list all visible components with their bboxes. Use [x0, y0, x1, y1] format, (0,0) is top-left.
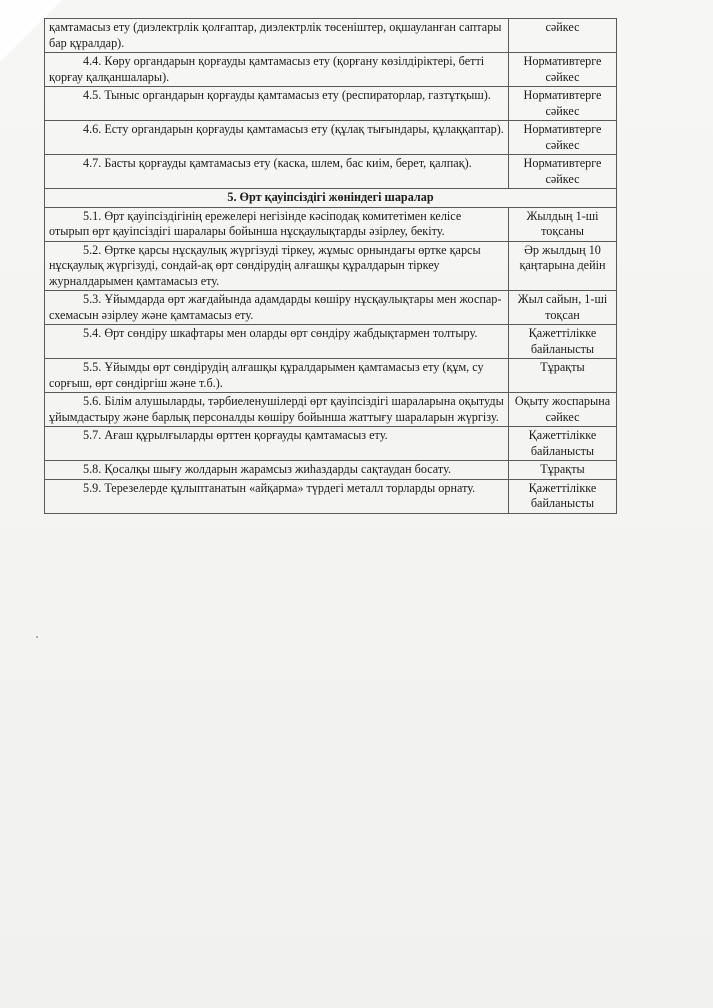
measure-term: Нормативтерге сәйкес — [509, 155, 617, 189]
measure-description: 5.2. Өртке қарсы нұсқаулық жүргізуді тіркеу, жұмыс орнындағы өртке қарсы нұсқаулық жүргізуді, сондай-ақ өрт сөндірудің алғашқы құралдарын тіркеу журналдарымен қамтамасыз ету. — [45, 241, 509, 291]
measure-term: Нормативтерге сәйкес — [509, 87, 617, 121]
measure-term: сәйкес — [509, 19, 617, 53]
table-row — [45, 427, 617, 461]
measure-description: 4.4. Көру органдарын қорғауды қамтамасыз ету (қорғану көзілдіріктері, бетті қорғау қалқаншалары). — [45, 53, 509, 87]
measure-term: Нормативтерге сәйкес — [509, 53, 617, 87]
table-row — [45, 241, 617, 291]
measure-term: Жылдың 1-ші тоқсаны — [509, 207, 617, 241]
section-header-row — [45, 189, 617, 208]
table-row — [45, 479, 617, 513]
section-title: 5. Өрт қауіпсіздігі жөніндегі шаралар — [45, 189, 617, 208]
measure-description: 4.6. Есту органдарын қорғауды қамтамасыз ету (құлақ тығындары, құлаққаптар). — [45, 121, 509, 155]
measure-description: 5.4. Өрт сөндіру шкафтары мен оларды өрт сөндіру жабдықтармен толтыру. — [45, 325, 509, 359]
measure-term: Әр жылдың 10 қаңтарына дейін — [509, 241, 617, 291]
measure-description: 5.8. Қосалқы шығу жолдарын жарамсыз жиһаздарды сақтаудан босату. — [45, 461, 509, 480]
table-row — [45, 393, 617, 427]
measure-term: Тұрақты — [509, 461, 617, 480]
table-row — [45, 53, 617, 87]
measure-term: Нормативтерге сәйкес — [509, 121, 617, 155]
measure-description: 5.1. Өрт қауіпсіздігінің ережелері негізінде кәсіподақ комитетімен келісе отырып өрт қауіпсіздігі шаралары бойынша нұсқаулықтарды әзірлеу, бекіту. — [45, 207, 509, 241]
measure-description: 5.7. Ағаш құрылғыларды өрттен қорғауды қамтамасыз ету. — [45, 427, 509, 461]
measure-term: Жыл сайын, 1-ші тоқсан — [509, 291, 617, 325]
measure-description: 5.6. Білім алушыларды, тәрбиеленушілерді өрт қауіпсіздігі шараларына оқытуды ұйымдастыру және барлық персоналды көшіру бойынша жаттығу шараларын жүргізу. — [45, 393, 509, 427]
table-row — [45, 207, 617, 241]
measure-description: 4.5. Тыныс органдарын қорғауды қамтамасыз ету (респираторлар, газтұтқыш). — [45, 87, 509, 121]
measures-table — [44, 18, 617, 514]
measure-description: 5.3. Ұйымдарда өрт жағдайында адамдарды көшіру нұсқаулықтары мен жоспар-схемасын әзірлеу және қамтамасыз ету. — [45, 291, 509, 325]
scan-speck — [36, 636, 38, 638]
measure-description: 5.5. Ұйымды өрт сөндірудің алғашқы құралдарымен қамтамасыз ету (құм, су сорғыш, өрт сөндіргіш және т.б.). — [45, 359, 509, 393]
table-row — [45, 121, 617, 155]
measure-term: Қажеттілікке байланысты — [509, 427, 617, 461]
table-row — [45, 325, 617, 359]
table-row — [45, 461, 617, 480]
measure-description: қамтамасыз ету (диэлектрлік қолғаптар, диэлектрлік төсеніштер, оқшауланған саптары бар құралдар). — [45, 19, 509, 53]
measure-term: Қажеттілікке байланысты — [509, 479, 617, 513]
table-row — [45, 291, 617, 325]
measure-description: 5.9. Терезелерде құлыптанатын «айқарма» түрдегі металл торларды орнату. — [45, 479, 509, 513]
measure-term: Қажеттілікке байланысты — [509, 325, 617, 359]
table-row — [45, 19, 617, 53]
measure-term: Тұрақты — [509, 359, 617, 393]
measure-term: Оқыту жоспарына сәйкес — [509, 393, 617, 427]
measure-description: 4.7. Басты қорғауды қамтамасыз ету (каска, шлем, бас киім, берет, қалпақ). — [45, 155, 509, 189]
table-row — [45, 87, 617, 121]
table-row — [45, 359, 617, 393]
table-row — [45, 155, 617, 189]
